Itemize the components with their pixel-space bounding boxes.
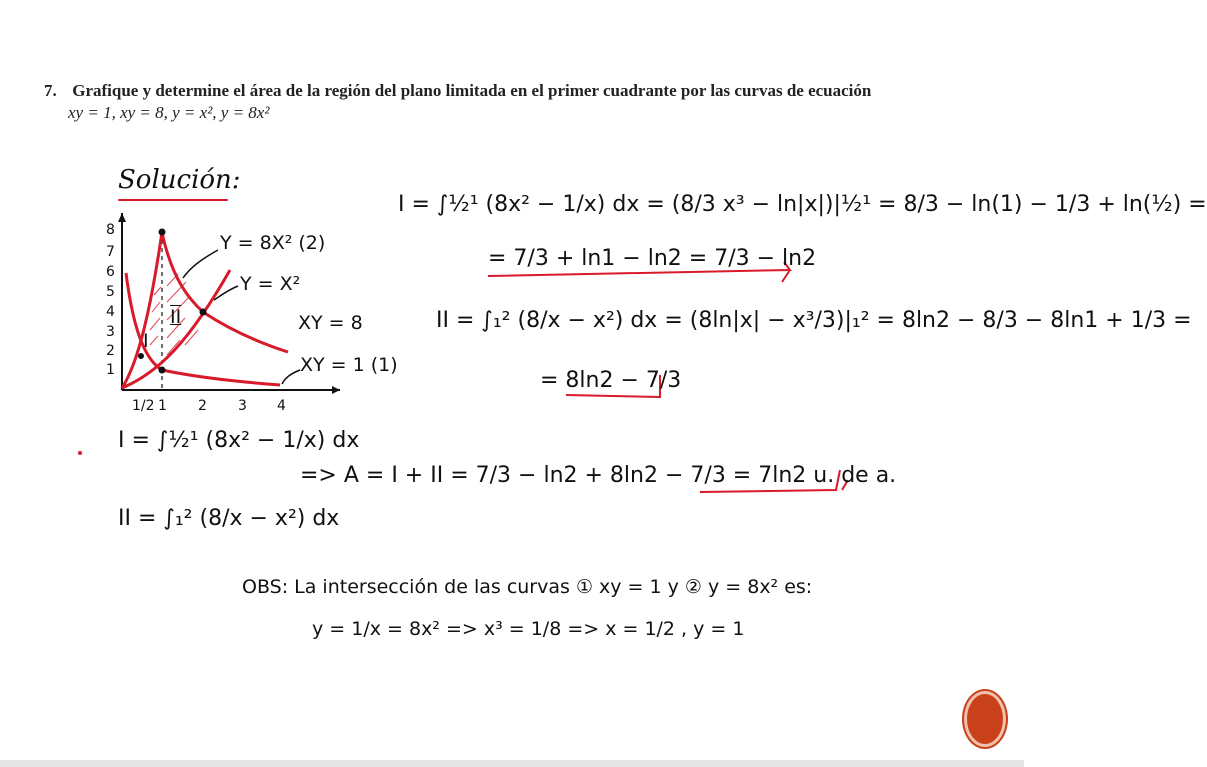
- x-tick: 1: [158, 398, 167, 414]
- integral-II: II = ∫₁² (8/x − x²) dx: [118, 506, 340, 531]
- problem-text: Grafique y determine el área de la región del plano limitada en el primer cuadrante por las curvas de ecuación: [72, 81, 872, 100]
- x-axis-arrow: [332, 386, 340, 394]
- final-result: => A = I + II = 7/3 − ln2 + 8ln2 − 7/3 = 7ln2 u. de a.: [300, 463, 897, 488]
- region-label-I: I: [143, 330, 149, 352]
- y-tick: 6: [106, 264, 115, 280]
- curve-label-yx2: Y = X²: [240, 273, 301, 295]
- work-line-3: II = ∫₁² (8/x − x²) dx = (8ln|x| − x³/3)|₁² = 8ln2 − 8/3 − 8ln1 + 1/3 =: [436, 308, 1192, 333]
- x-tick: 3: [238, 398, 247, 414]
- y-tick: 7: [106, 244, 115, 260]
- y-tick: 1: [106, 362, 115, 378]
- work-line-1: I = ∫½¹ (8x² − 1/x) dx = (8/3 x³ − ln|x|)|½¹ = 8/3 − ln(1) − 1/3 + ln(½) =: [398, 192, 1207, 217]
- x-tick: 2: [198, 398, 207, 414]
- next-slide-button[interactable]: [964, 691, 1006, 747]
- y-tick: 5: [106, 284, 115, 300]
- work-line-2: = 7/3 + ln1 − ln2 = 7/3 − ln2: [488, 246, 817, 271]
- point-1-1: [159, 367, 166, 374]
- point-2-4: [200, 309, 207, 316]
- obs-line-1: OBS: La intersección de las curvas ① xy = 1 y ② y = 8x² es:: [242, 576, 813, 598]
- pointer-xy1: [282, 370, 300, 384]
- y-tick: 4: [106, 304, 115, 320]
- solution-label: Solución:: [118, 165, 241, 195]
- work-line-4: = 8ln2 − 7/3: [540, 368, 682, 393]
- obs-line-2: y = 1/x = 8x² => x³ = 1/8 => x = 1/2 , y = 1: [312, 618, 745, 640]
- curve-label-y8x2: Y = 8X² (2): [220, 232, 326, 254]
- x-tick: 4: [277, 398, 286, 414]
- x-tick: 1/2: [132, 398, 155, 414]
- y-axis-arrow: [118, 213, 126, 222]
- region-label-II: II: [170, 306, 182, 328]
- problem-number: 7.: [44, 81, 57, 100]
- pointer-y8x2: [183, 250, 218, 278]
- footer-bar: [0, 760, 1024, 767]
- y-tick: 8: [106, 222, 115, 238]
- integral-I: I = ∫½¹ (8x² − 1/x) dx: [118, 428, 360, 453]
- curve-label-xy1: XY = 1 (1): [300, 354, 398, 376]
- problem-equations: xy = 1, xy = 8, y = x², y = 8x²: [68, 103, 270, 122]
- point-1-8: [159, 229, 166, 236]
- y-tick: 3: [106, 324, 115, 340]
- red-dot: [78, 451, 82, 455]
- point-half-2: [138, 353, 144, 359]
- y-tick: 2: [106, 343, 115, 359]
- curve-label-xy8: XY = 8: [298, 312, 363, 334]
